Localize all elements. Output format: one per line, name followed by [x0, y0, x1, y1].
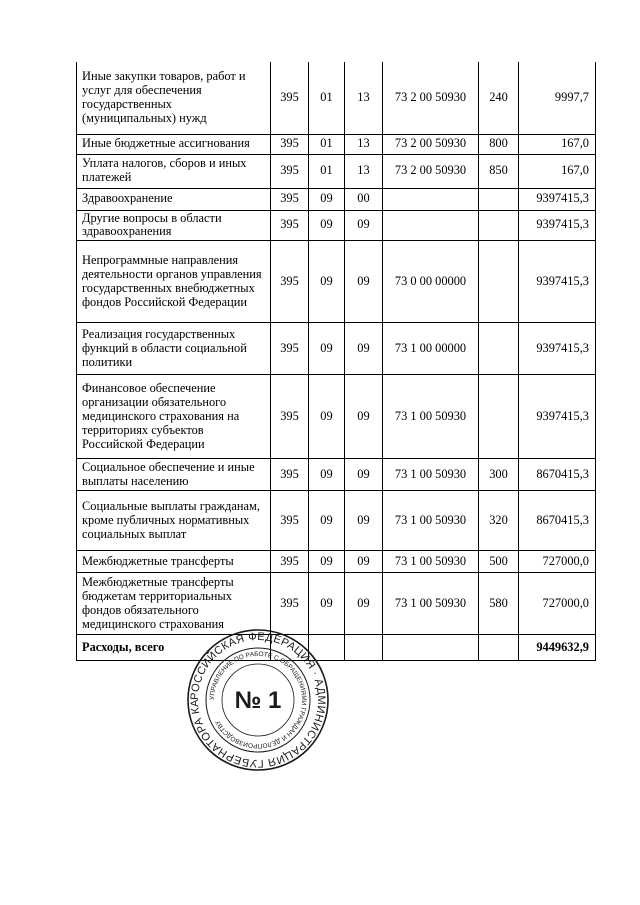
row-subsection-cell: 13: [345, 62, 383, 134]
total-label: Расходы, всего: [77, 635, 271, 661]
row-expense-type-cell: 320: [479, 491, 519, 551]
row-expense-type-cell: [479, 210, 519, 241]
row-amount-cell: 9397415,3: [519, 375, 596, 459]
row-section-cell: 09: [309, 210, 345, 241]
row-subsection-cell: 09: [345, 323, 383, 375]
row-target-article-cell: 73 1 00 50930: [383, 491, 479, 551]
table-row: [77, 573, 596, 635]
row-amount-cell: 9397415,3: [519, 210, 596, 241]
row-name-cell: Социальное обеспечение и иные выплаты населению: [77, 459, 271, 491]
table-row: [77, 551, 596, 573]
row-section-cell: 09: [309, 375, 345, 459]
row-name-cell: Реализация государственных функций в области социальной политики: [77, 323, 271, 375]
row-expense-type-cell: 850: [479, 154, 519, 188]
stamp-number: № 1: [234, 687, 282, 714]
total-empty-cell: [345, 635, 383, 661]
table-row: [77, 188, 596, 210]
row-name-cell: Иные бюджетные ассигнования: [77, 134, 271, 154]
row-name-cell: Уплата налогов, сборов и иных платежей: [77, 154, 271, 188]
row-subsection-cell: 09: [345, 375, 383, 459]
row-expense-type-cell: 580: [479, 573, 519, 635]
row-target-article-cell: 73 1 00 50930: [383, 459, 479, 491]
stamp-inner-text: УПРАВЛЕНИЕ ПО РАБОТЕ С ОБРАЩЕНИЯМИ ГРАЖДАН И ДЕЛОПРОИЗВОДСТВУ: [208, 650, 308, 750]
row-grbs-cell: 395: [271, 375, 309, 459]
row-expense-type-cell: 800: [479, 134, 519, 154]
row-target-article-cell: 73 1 00 50930: [383, 551, 479, 573]
row-expense-type-cell: [479, 323, 519, 375]
row-subsection-cell: 00: [345, 188, 383, 210]
row-amount-cell: 8670415,3: [519, 459, 596, 491]
table-row: [77, 375, 596, 459]
row-amount-cell: 727000,0: [519, 573, 596, 635]
row-expense-type-cell: [479, 241, 519, 323]
row-name-cell: Другие вопросы в области здравоохранения: [77, 210, 271, 241]
row-expense-type-cell: [479, 188, 519, 210]
row-section-cell: 01: [309, 154, 345, 188]
row-amount-cell: 8670415,3: [519, 491, 596, 551]
row-subsection-cell: 13: [345, 134, 383, 154]
row-amount-cell: 167,0: [519, 134, 596, 154]
row-section-cell: 09: [309, 241, 345, 323]
row-expense-type-cell: 300: [479, 459, 519, 491]
table-row: [77, 491, 596, 551]
table-row: [77, 154, 596, 188]
row-amount-cell: 9397415,3: [519, 188, 596, 210]
row-target-article-cell: [383, 188, 479, 210]
row-target-article-cell: 73 2 00 50930: [383, 134, 479, 154]
row-grbs-cell: 395: [271, 154, 309, 188]
row-target-article-cell: 73 0 00 00000: [383, 241, 479, 323]
total-empty-cell: [383, 635, 479, 661]
row-subsection-cell: 09: [345, 241, 383, 323]
row-section-cell: 01: [309, 62, 345, 134]
row-subsection-cell: 09: [345, 459, 383, 491]
row-grbs-cell: 395: [271, 241, 309, 323]
row-grbs-cell: 395: [271, 134, 309, 154]
row-section-cell: 01: [309, 134, 345, 154]
table-row: [77, 62, 596, 134]
row-name-cell: Социальные выплаты гражданам, кроме публичных нормативных социальных выплат: [77, 491, 271, 551]
table-row: [77, 323, 596, 375]
row-section-cell: 09: [309, 188, 345, 210]
row-subsection-cell: 13: [345, 154, 383, 188]
row-amount-cell: 9397415,3: [519, 241, 596, 323]
row-grbs-cell: 395: [271, 188, 309, 210]
row-target-article-cell: 73 2 00 50930: [383, 154, 479, 188]
stamp-outer-text: РОССИЙСКАЯ ФЕДЕРАЦИЯ · АДМИНИСТРАЦИЯ ГУБЕРНАТОРА КА: [188, 630, 328, 770]
table-row: [77, 241, 596, 323]
row-target-article-cell: 73 1 00 00000: [383, 323, 479, 375]
table-row: [77, 459, 596, 491]
stamp-seal: [185, 627, 331, 773]
total-row: [77, 635, 596, 661]
row-name-cell: Непрограммные направления деятельности органов управления государственных внебюджетных фондов Российской Федерации: [77, 241, 271, 323]
row-section-cell: 09: [309, 491, 345, 551]
row-subsection-cell: 09: [345, 573, 383, 635]
row-grbs-cell: 395: [271, 491, 309, 551]
row-subsection-cell: 09: [345, 210, 383, 241]
row-name-cell: Иные закупки товаров, работ и услуг для обеспечения государственных (муниципальных) нужд: [77, 62, 271, 134]
official-stamp: [185, 627, 331, 773]
row-expense-type-cell: [479, 375, 519, 459]
row-amount-cell: 727000,0: [519, 551, 596, 573]
row-expense-type-cell: 500: [479, 551, 519, 573]
row-grbs-cell: 395: [271, 210, 309, 241]
row-section-cell: 09: [309, 323, 345, 375]
row-section-cell: 09: [309, 551, 345, 573]
total-empty-cell: [479, 635, 519, 661]
budget-table: [76, 62, 596, 661]
row-section-cell: 09: [309, 573, 345, 635]
row-target-article-cell: 73 2 00 50930: [383, 62, 479, 134]
row-grbs-cell: 395: [271, 62, 309, 134]
row-subsection-cell: 09: [345, 551, 383, 573]
total-amount: 9449632,9: [519, 635, 596, 661]
row-grbs-cell: 395: [271, 459, 309, 491]
row-name-cell: Межбюджетные трансферты бюджетам территориальных фондов обязательного медицинского страхования: [77, 573, 271, 635]
table-row: [77, 134, 596, 154]
row-name-cell: Финансовое обеспечение организации обязательного медицинского страхования на территориях субъектов Российской Федерации: [77, 375, 271, 459]
table-row: [77, 210, 596, 241]
row-subsection-cell: 09: [345, 491, 383, 551]
row-target-article-cell: [383, 210, 479, 241]
row-section-cell: 09: [309, 459, 345, 491]
table-body: [77, 62, 596, 661]
row-amount-cell: 167,0: [519, 154, 596, 188]
row-expense-type-cell: 240: [479, 62, 519, 134]
row-target-article-cell: 73 1 00 50930: [383, 375, 479, 459]
row-target-article-cell: 73 1 00 50930: [383, 573, 479, 635]
row-grbs-cell: 395: [271, 551, 309, 573]
row-amount-cell: 9397415,3: [519, 323, 596, 375]
row-name-cell: Межбюджетные трансферты: [77, 551, 271, 573]
row-grbs-cell: 395: [271, 323, 309, 375]
row-name-cell: Здравоохранение: [77, 188, 271, 210]
row-amount-cell: 9997,7: [519, 62, 596, 134]
row-grbs-cell: 395: [271, 573, 309, 635]
